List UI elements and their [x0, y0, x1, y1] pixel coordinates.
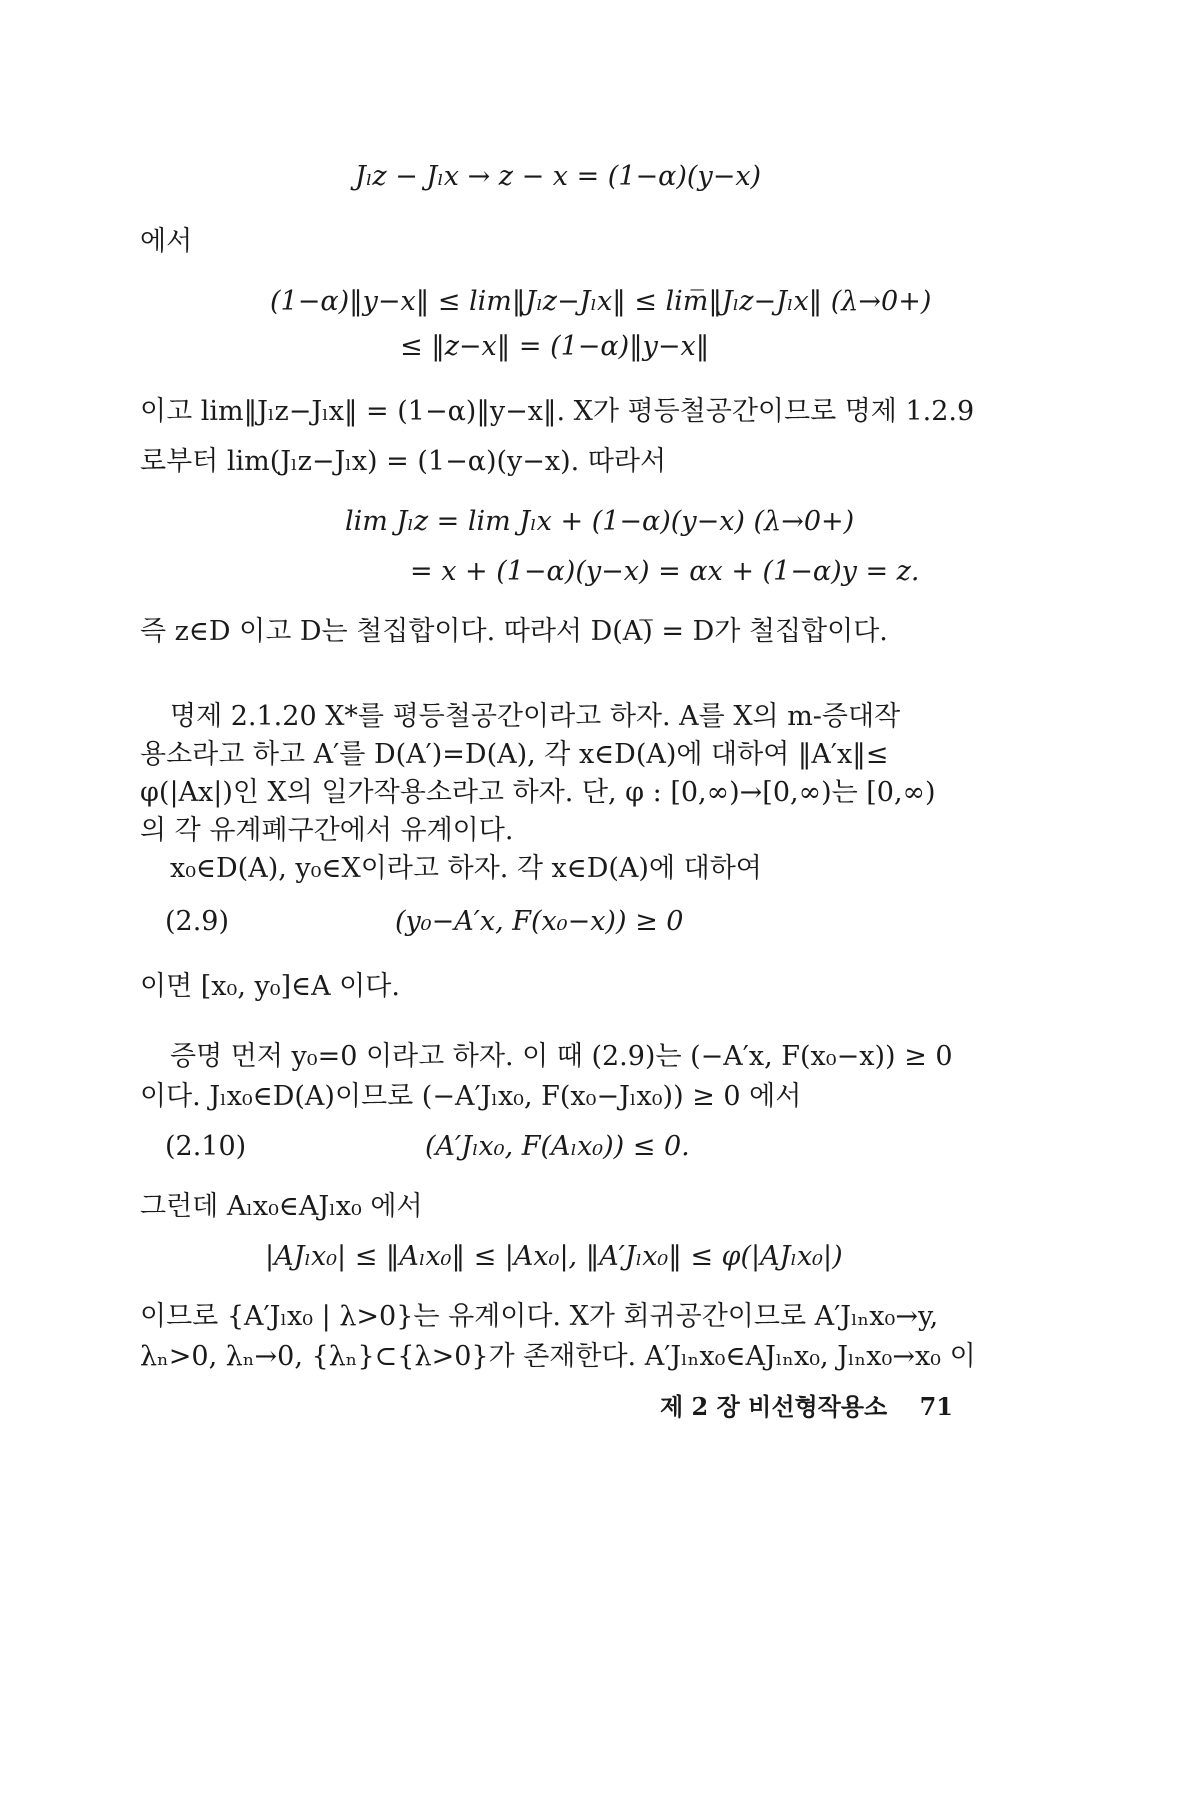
equation-line: (1−α)‖y−x‖ ≤ lim‖Jₗz−Jₗx‖ ≤ lim̅‖Jₗz−Jₗx‖ (λ→0+) — [270, 286, 932, 317]
text-line: λₙ>0, λₙ→0, {λₙ}⊂{λ>0}가 존재한다. A′Jₗₙx₀∈AJₗₙx₀, Jₗₙx₀→x₀ 이 — [140, 1341, 976, 1372]
text-line: 에서 — [140, 226, 193, 257]
chapter-title: 제 2 장 비선형작용소 — [660, 1392, 888, 1421]
equation-line: |AJₗx₀| ≤ ‖Aₗx₀‖ ≤ |Ax₀|, ‖A′Jₗx₀‖ ≤ φ(|AJₗx₀|) — [265, 1241, 843, 1272]
page-number: 71 — [919, 1392, 954, 1421]
text-line: 로부터 lim(Jₗz−Jₗx) = (1−α)(y−x). 따라서 — [140, 446, 667, 477]
text-line: 이다. Jₗx₀∈D(A)이므로 (−A′Jₗx₀, F(x₀−Jₗx₀)) ≥ 0 에서 — [140, 1081, 802, 1112]
text-line: 즉 z∈D 이고 D는 철집합이다. 따라서 D(A)̅ = D가 철집합이다. — [140, 616, 888, 647]
equation-number: (2.9) — [165, 906, 230, 937]
chapter-footer — [660, 1392, 953, 1422]
text-line: 이므로 {A′Jₗx₀ | λ>0}는 유계이다. X가 회귀공간이므로 A′Jₗₙx₀→y, — [140, 1301, 939, 1332]
equation-line: Jₗz − Jₗx → z − x = (1−α)(y−x) — [355, 161, 762, 192]
equation-line: lim Jₗz = lim Jₗx + (1−α)(y−x) (λ→0+) — [345, 506, 855, 537]
text-line: 용소라고 하고 A′를 D(A′)=D(A), 각 x∈D(A)에 대하여 ‖A′x‖≤ — [140, 739, 889, 770]
equation-line: ≤ ‖z−x‖ = (1−α)‖y−x‖ — [400, 331, 710, 362]
text-line: φ(|Ax|)인 X의 일가작용소라고 하자. 단, φ : [0,∞)→[0,∞)는 [0,∞) — [140, 777, 936, 808]
equation-line: = x + (1−α)(y−x) = αx + (1−α)y = z. — [410, 556, 920, 587]
equation-line: (A′Jₗx₀, F(Aₗx₀)) ≤ 0. — [425, 1131, 690, 1162]
equation-line: (y₀−A′x, F(x₀−x)) ≥ 0 — [395, 906, 684, 937]
proposition-heading: 명제 2.1.20 X*를 평등철공간이라고 하자. A를 X의 m-증대작 — [170, 701, 901, 732]
text-line: 의 각 유계폐구간에서 유계이다. — [140, 815, 514, 846]
text-line: 이면 [x₀, y₀]∈A 이다. — [140, 971, 400, 1002]
text-line: 이고 lim‖Jₗz−Jₗx‖ = (1−α)‖y−x‖. X가 평등철공간이므로 명제 1.2.9 — [140, 396, 975, 427]
proof-heading: 증명 먼저 y₀=0 이라고 하자. 이 때 (2.9)는 (−A′x, F(x₀−x)) ≥ 0 — [170, 1041, 953, 1072]
equation-number: (2.10) — [165, 1131, 247, 1162]
text-line: x₀∈D(A), y₀∈X이라고 하자. 각 x∈D(A)에 대하여 — [170, 853, 762, 884]
text-line: 그런데 Aₗx₀∈AJₗx₀ 에서 — [140, 1191, 423, 1222]
